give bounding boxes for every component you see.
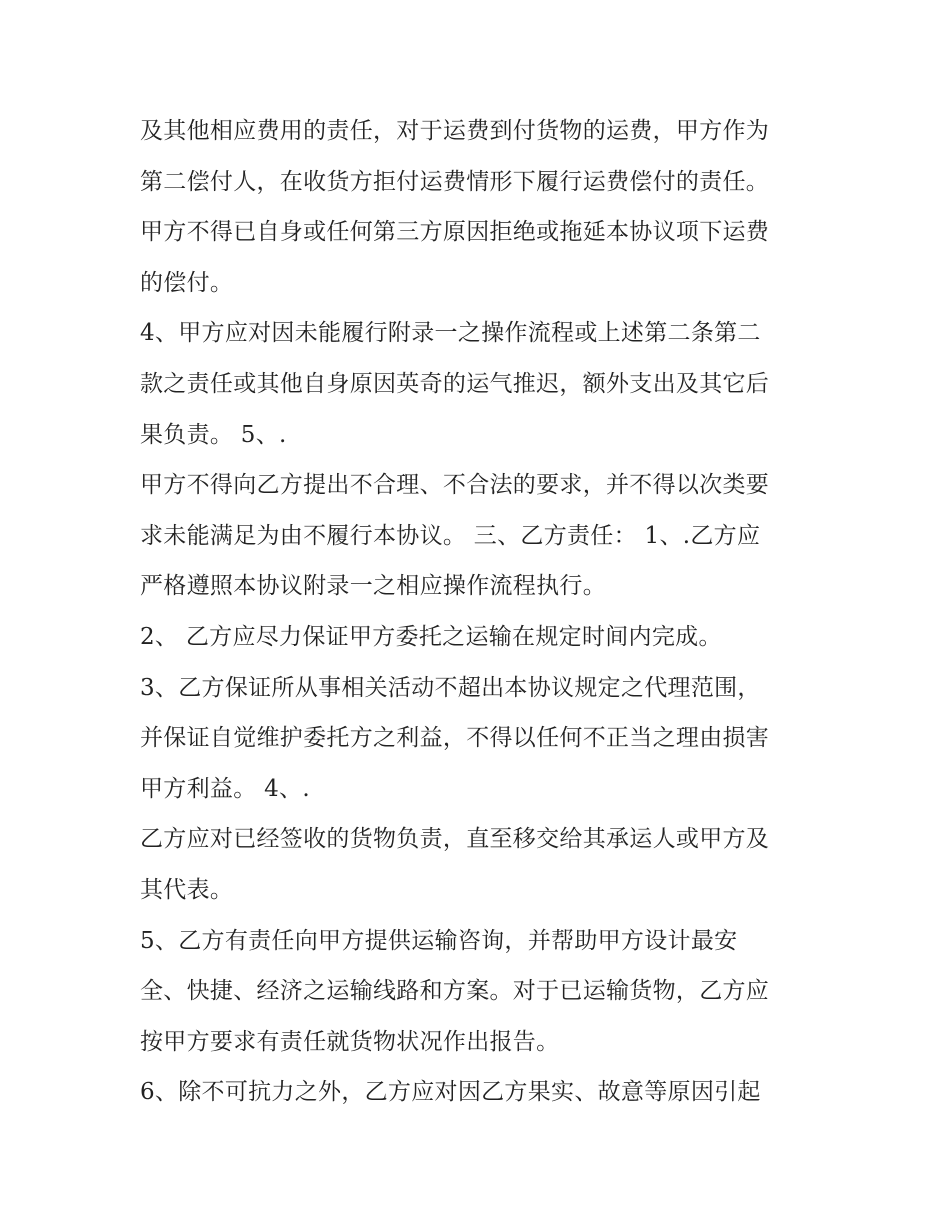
text-line: 求未能满足为由不履行本协议。 三、乙方责任： 1、.乙方应 <box>140 522 761 549</box>
text-line: 6、除不可抗力之外，乙方应对因乙方果实、故意等原因引起 <box>140 1079 761 1106</box>
text-line: 2、 乙方应尽力保证甲方委托之运输在规定时间内完成。 <box>140 623 722 650</box>
text-line: 全、快捷、经济之运输线路和方案。对于已运输货物，乙方应 <box>140 978 770 1005</box>
text-line: 其代表。 <box>140 876 234 903</box>
text-line: 3、乙方保证所从事相关活动不超出本协议规定之代理范围， <box>140 674 761 701</box>
text-line: 4、甲方应对因未能履行附录一之操作流程或上述第二条第二 <box>140 320 761 347</box>
text-line: 第二偿付人，在收货方拒付运费情形下履行运费偿付的责任。 <box>140 168 770 195</box>
text-line: 并保证自觉维护委托方之利益，不得以任何不正当之理由损害 <box>140 725 770 752</box>
text-line: 及其他相应费用的责任，对于运费到付货物的运费，甲方作为 <box>140 118 770 144</box>
text-line: 甲方不得向乙方提出不合理、不合法的要求，并不得以次类要 <box>140 472 770 499</box>
text-line: 款之责任或其他自身原因英奇的运气推迟，额外支出及其它后 <box>140 370 770 397</box>
text-line: 按甲方要求有责任就货物状况作出报告。 <box>140 1028 560 1055</box>
text-line: 的偿付。 <box>140 269 234 296</box>
text-line: 甲方利益。 4、. <box>140 775 310 802</box>
document-body <box>140 106 830 1118</box>
text-line: 果负责。 5、. <box>140 421 287 448</box>
text-line: 乙方应对已经签收的货物负责，直至移交给其承运人或甲方及 <box>140 826 770 853</box>
text-line: 甲方不得已自身或任何第三方原因拒绝或拖延本协议项下运费 <box>140 219 770 246</box>
text-line: 5、乙方有责任向甲方提供运输咨询，并帮助甲方设计最安 <box>140 927 738 954</box>
text-line: 严格遵照本协议附录一之相应操作流程执行。 <box>140 573 606 600</box>
